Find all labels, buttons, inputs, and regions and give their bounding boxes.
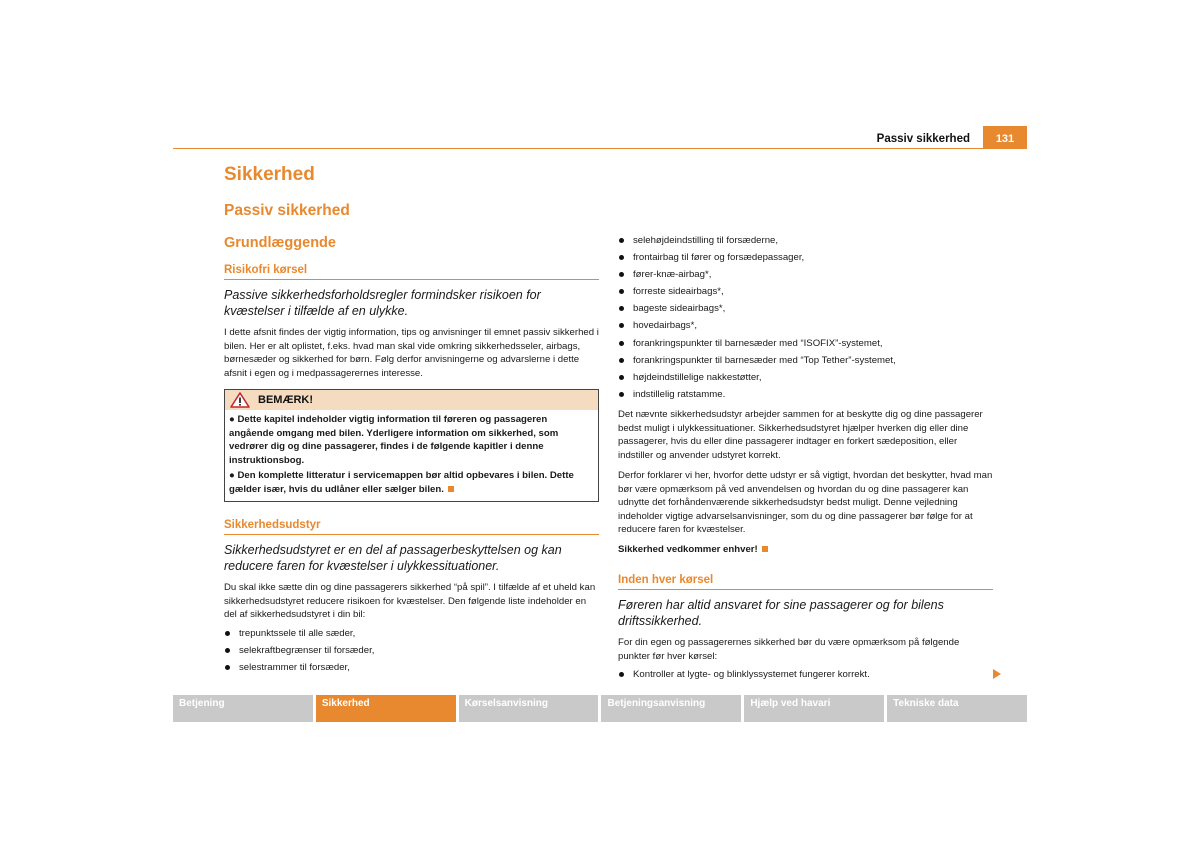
emphasis-line bbox=[618, 543, 993, 557]
bullet-icon bbox=[619, 323, 624, 328]
note-item: ● Den komplette litteratur i servicemappen bør altid opbevares i bilen. Dette gælder især, hvis du udlåner eller sælger bilen. bbox=[229, 470, 574, 495]
tab-betjeningsanvisning[interactable]: Betjeningsanvisning bbox=[601, 695, 741, 722]
list-item bbox=[618, 354, 993, 368]
list-item bbox=[224, 661, 599, 675]
list-item bbox=[618, 234, 993, 248]
list-item-text: selehøjdeindstilling til forsæderne, bbox=[633, 235, 779, 246]
page-number: 131 bbox=[983, 126, 1027, 148]
bullet-icon bbox=[225, 631, 230, 636]
list-item-text: selekraftbegrænser til forsæder, bbox=[239, 644, 375, 656]
topic-lead-risikofri: Passive sikkerhedsforholdsregler formindsker risikoen for kvæstelser i tilfælde af en ulykke. bbox=[224, 288, 541, 318]
list-item-text: hovedairbags*, bbox=[633, 320, 698, 332]
list-item bbox=[618, 319, 993, 333]
bullet-icon bbox=[619, 255, 624, 260]
list-item-text: forankringspunkter til barnesæder med “Top Tether”-systemet, bbox=[633, 354, 896, 366]
subsection-title: Grundlæggende bbox=[224, 235, 336, 251]
emphasis-text: Sikkerhed vedkommer enhver! bbox=[618, 543, 758, 555]
topic-heading-inden-hver-korsel: Inden hver kørsel bbox=[618, 572, 993, 590]
list-item-text: frontairbag til fører og forsædepassager, bbox=[633, 252, 805, 264]
bullet-icon bbox=[619, 392, 624, 397]
list-item bbox=[618, 371, 993, 385]
list-item bbox=[618, 337, 993, 351]
section-end-square-icon bbox=[762, 546, 768, 552]
list-item-text: fører-knæ-airbag*, bbox=[633, 269, 712, 281]
chapter-tabs bbox=[173, 695, 1027, 722]
bullet-icon bbox=[619, 238, 624, 243]
bullet-icon bbox=[619, 272, 624, 277]
body-paragraph: Det nævnte sikkerhedsudstyr arbejder sammen for at beskytte dig og dine passagerer bedst muligt i ulykkessituationer. Sikkerhedsudstyret hjælper hverken dig eller dine passagerer, hvis du eller dine passagerer indtager en forkert sædeposition, eller indstiller og anvender udstyret korrekt. bbox=[618, 409, 983, 461]
bullet-icon bbox=[225, 665, 230, 670]
list-item-text: selestrammer til forsæder, bbox=[239, 661, 350, 673]
bullet-icon bbox=[619, 289, 624, 294]
note-item-text: Dette kapitel indeholder vigtig information til føreren og passageren angående omgang med bilen. Yderligere information om sikkerhed, som vedrører dig og dine passagerer, findes i de følgende kapitler i denne instruktionsbog. bbox=[229, 414, 559, 466]
topic-body-inden-hver-korsel: For din egen og passagerernes sikkerhed bør du være opmærksom på følgende punkter før hver kørsel: bbox=[618, 637, 960, 662]
list-item-text: trepunktssele til alle sæder, bbox=[239, 627, 356, 639]
list-item bbox=[618, 668, 993, 682]
tab-betjening[interactable]: Betjening bbox=[173, 695, 313, 722]
bullet-icon bbox=[619, 672, 624, 677]
bullet-icon bbox=[225, 648, 230, 653]
running-header-title: Passiv sikkerhed bbox=[876, 133, 970, 145]
next-page-arrow-icon[interactable] bbox=[993, 669, 1001, 679]
list-item-text: Kontroller at lygte- og blinklyssystemet fungerer korrekt. bbox=[633, 669, 870, 681]
equipment-list bbox=[224, 627, 599, 675]
body-paragraph: Derfor forklarer vi her, hvorfor dette udstyr er så vigtigt, hvordan det beskytter, hvad man bør være opmærksom på ved anvendelsen og hvordan du og dine passagerer kan udnytte det forhåndenværende sikkerhedsudstyr bedst muligt. Denne vejledning indeholder vigtige advarselsanvisninger, som du og dine passagerer bør følge for at reducere faren for kvæstelser. bbox=[618, 470, 993, 536]
list-item bbox=[618, 285, 993, 299]
list-item-text: forreste sideairbags*, bbox=[633, 286, 724, 298]
note-item-text: Den komplette litteratur i servicemappen bør altid opbevares i bilen. Dette gælder især, hvis du udlåner eller sælger bilen. bbox=[229, 470, 574, 495]
topic-heading-risikofri: Risikofri kørsel bbox=[224, 262, 599, 280]
list-item bbox=[618, 302, 993, 316]
section-title: Passiv sikkerhed bbox=[224, 202, 350, 219]
list-item bbox=[618, 251, 993, 265]
note-item: ● Dette kapitel indeholder vigtig information til føreren og passageren angående omgang med bilen. Yderligere information om sikkerhed, som vedrører dig og dine passagerer, findes i de følgende kapitler i denne instruktionsbog. bbox=[229, 414, 559, 466]
list-item bbox=[618, 388, 993, 402]
tab-korselsanvisning[interactable]: Kørselsanvisning bbox=[459, 695, 599, 722]
equipment-list-continued bbox=[618, 234, 993, 401]
bullet-icon bbox=[619, 375, 624, 380]
bullet-icon bbox=[619, 341, 624, 346]
bullet-icon bbox=[619, 358, 624, 363]
note-box bbox=[224, 389, 599, 502]
left-column bbox=[224, 162, 599, 678]
tab-sikkerhed[interactable]: Sikkerhed bbox=[316, 695, 456, 722]
list-item bbox=[224, 644, 599, 658]
section-end-square-icon bbox=[448, 486, 454, 492]
topic-body-sikkerhedsudstyr: Du skal ikke sætte din og dine passagerers sikkerhed “på spil”. I tilfælde af et uheld kan sikkerhedsudstyret reducere risikoen for kvæstelser. Den følgende liste indeholder en del af sikkerhedsudstyret i din bil: bbox=[224, 582, 596, 620]
topic-body-risikofri: I dette afsnit findes der vigtig information, tips og anvisninger til emnet passiv sikkerhed i bilen. Her er alt oplistet, f.eks. hvad man skal vide omkring sikkerhedsseler, airbags, børnesæder og sikkerhed for børn. Følg derfor anvisningerne og advarslerne i dette afsnit i egen og i medpassagerernes interesse. bbox=[224, 327, 599, 379]
list-item bbox=[224, 627, 599, 641]
bullet-icon bbox=[619, 306, 624, 311]
chapter-title: Sikkerhed bbox=[224, 164, 315, 185]
list-item bbox=[618, 268, 993, 282]
list-item-text: forankringspunkter til barnesæder med “ISOFIX”-systemet, bbox=[633, 337, 883, 349]
tab-hjaelp-ved-havari[interactable]: Hjælp ved havari bbox=[744, 695, 884, 722]
list-item-text: indstillelig ratstamme. bbox=[633, 388, 726, 400]
list-item-text: bageste sideairbags*, bbox=[633, 303, 726, 315]
note-header bbox=[225, 390, 598, 410]
topic-heading-sikkerhedsudstyr: Sikkerhedsudstyr bbox=[224, 517, 599, 535]
note-body bbox=[225, 410, 598, 501]
list-item-text: højdeindstillelige nakkestøtter, bbox=[633, 371, 762, 383]
check-list bbox=[618, 668, 993, 682]
topic-lead-sikkerhedsudstyr: Sikkerhedsudstyret er en del af passagerbeskyttelsen og kan reducere faren for kvæstelser i ulykkessituationer. bbox=[224, 543, 562, 573]
topic-lead-inden-hver-korsel: Føreren har altid ansvaret for sine passagerer og for bilens driftssikkerhed. bbox=[618, 598, 944, 629]
tab-tekniske-data[interactable]: Tekniske data bbox=[887, 695, 1027, 722]
note-label: BEMÆRK! bbox=[258, 394, 313, 406]
right-column bbox=[618, 234, 993, 685]
warning-triangle-icon bbox=[230, 392, 250, 408]
header-rule bbox=[173, 148, 1027, 149]
